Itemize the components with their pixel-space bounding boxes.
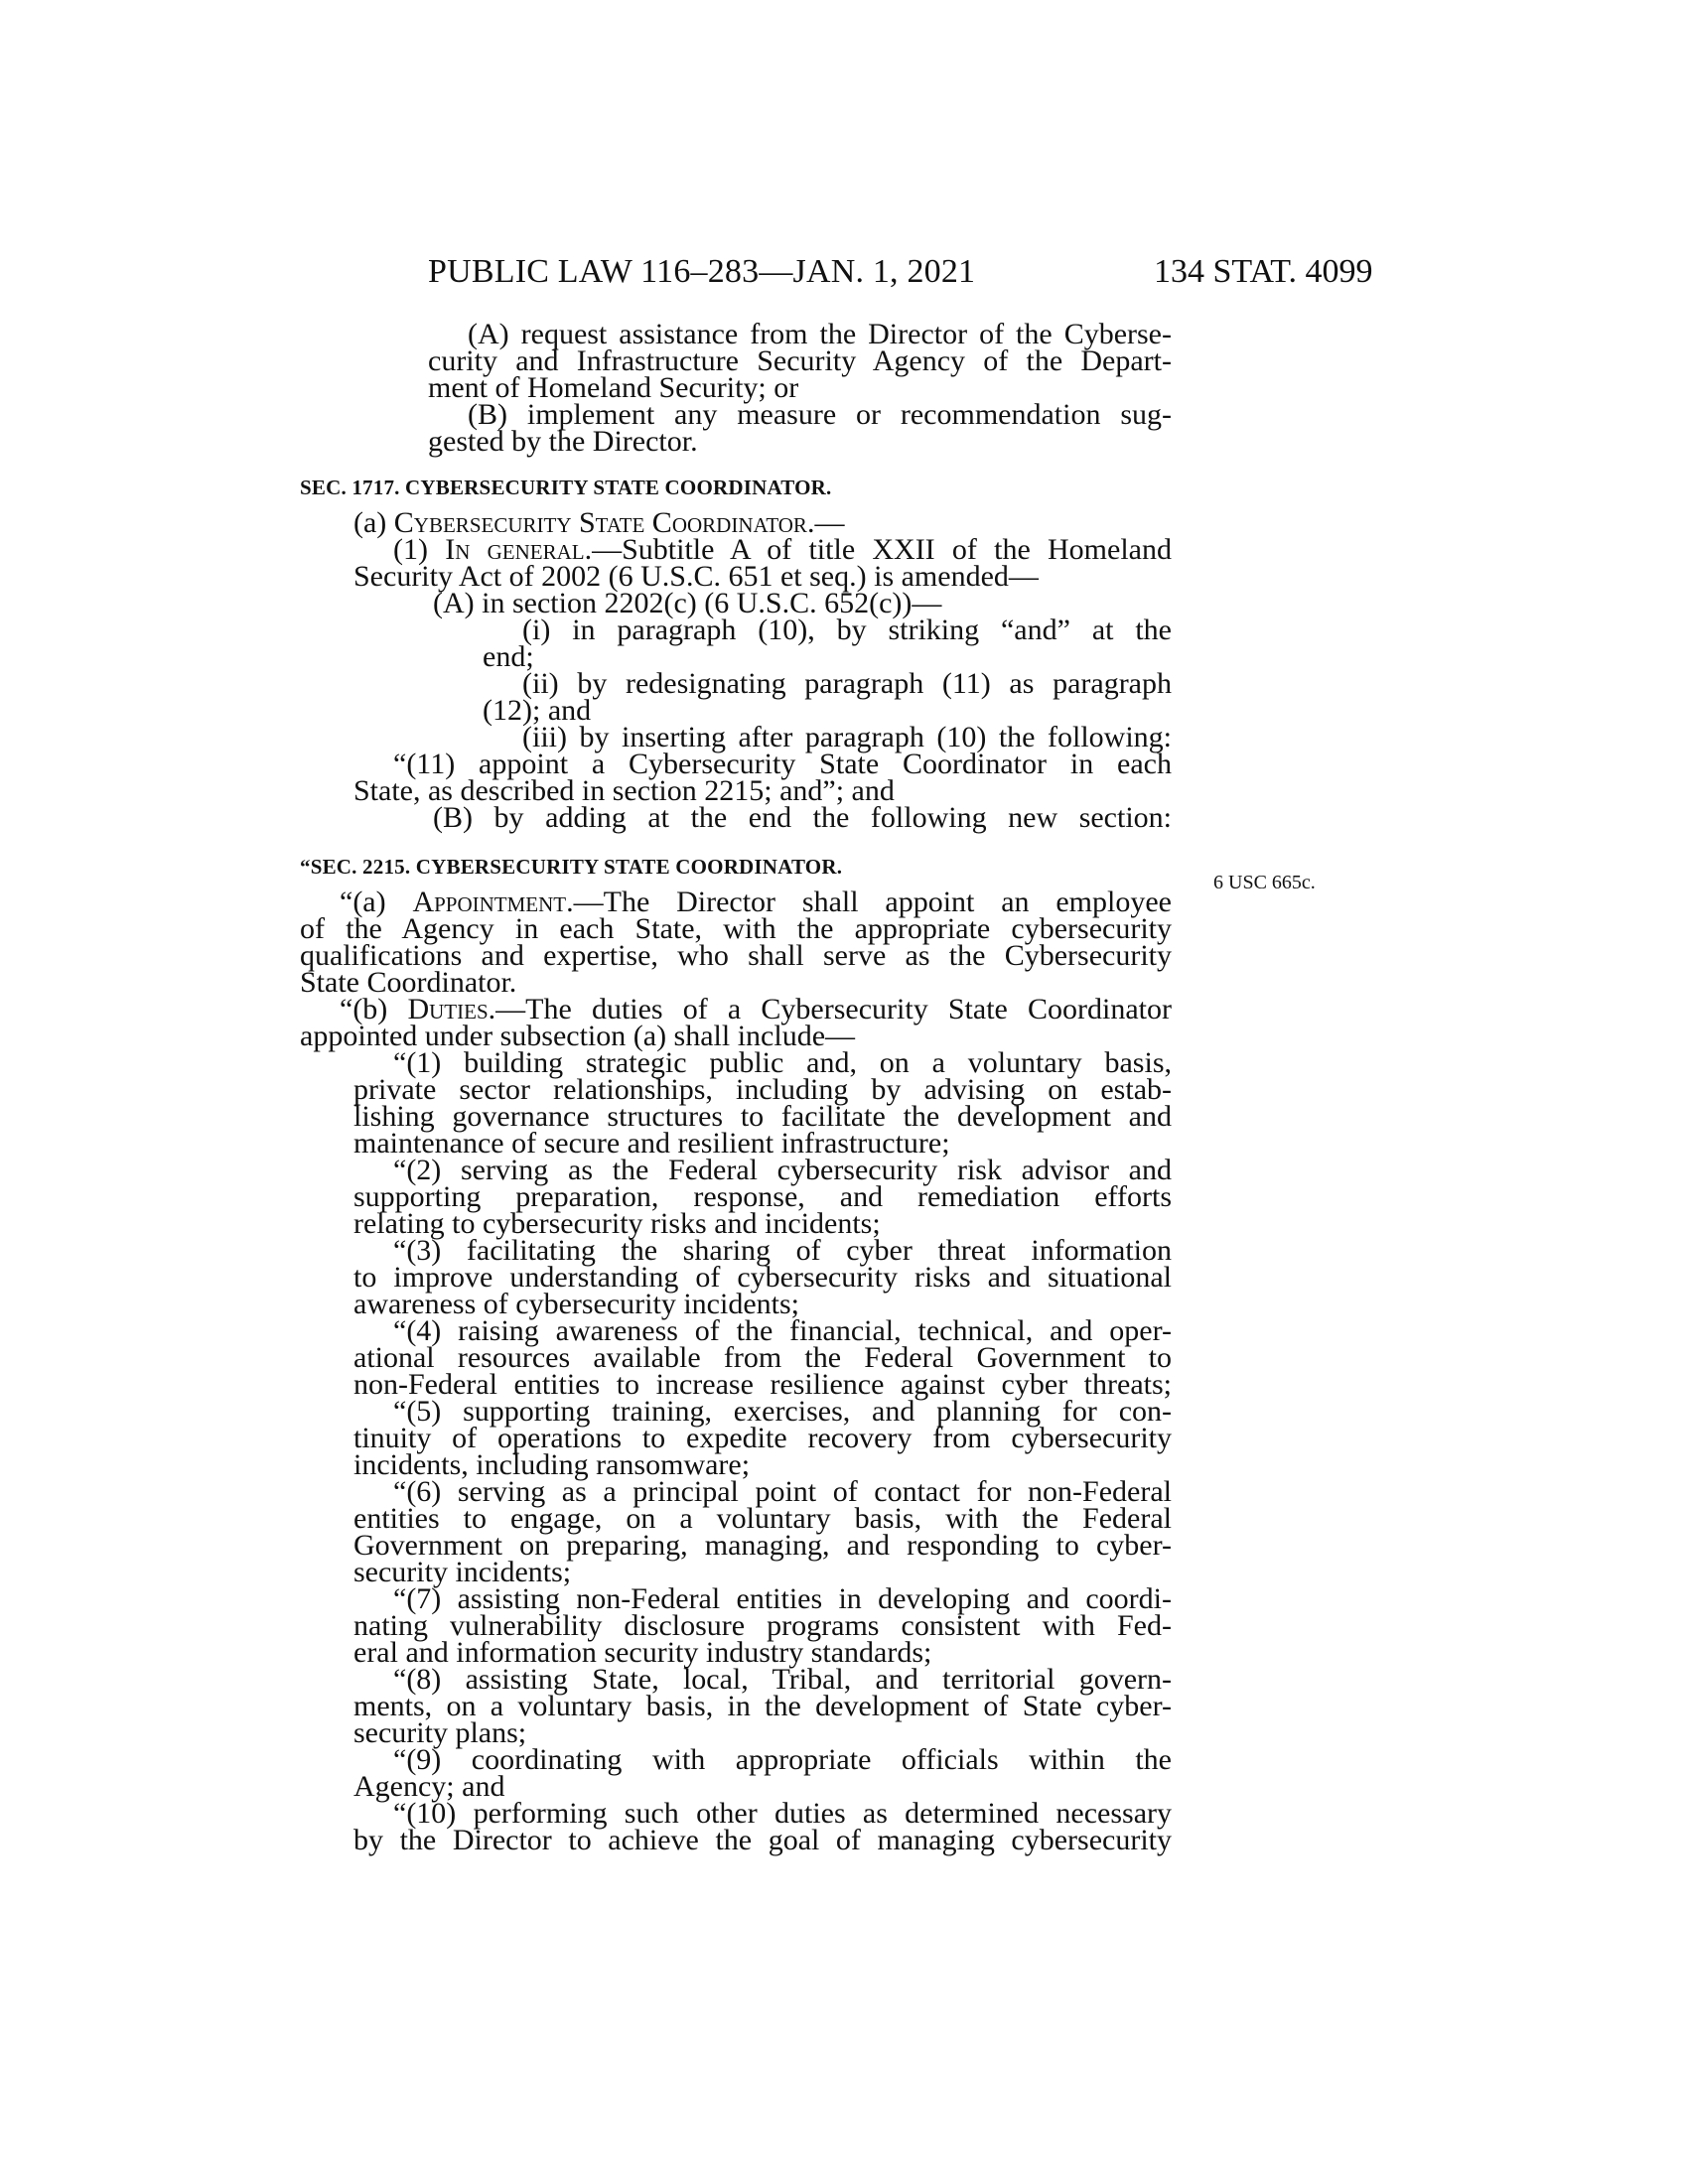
text-line: State Coordinator. bbox=[300, 966, 517, 999]
text-line: eral and information security industry standards; bbox=[353, 1636, 932, 1669]
text-line: “(7) assisting non-Federal entities in developing and coordi- bbox=[393, 1582, 1172, 1615]
text-line: (iii) by inserting after paragraph (10) the following: bbox=[522, 721, 1172, 753]
text-line: relating to cybersecurity risks and incidents; bbox=[353, 1207, 881, 1240]
text-line: “(1) building strategic public and, on a voluntary basis, bbox=[393, 1046, 1172, 1079]
text-line: ments, on a voluntary basis, in the development of State cyber- bbox=[353, 1690, 1172, 1722]
text-line: (B) by adding at the end the following new section: bbox=[433, 801, 1172, 834]
text-line: of the Agency in each State, with the appropriate cybersecurity bbox=[300, 912, 1172, 945]
text-line: Security Act of 2002 (6 U.S.C. 651 et seq.) is amended— bbox=[353, 560, 1039, 593]
text-line: (B) implement any measure or recommendation sug- bbox=[468, 398, 1172, 431]
text-line: Government on preparing, managing, and responding to cyber- bbox=[353, 1529, 1172, 1562]
section-heading-1717: SEC. 1717. CYBERSECURITY STATE COORDINATOR. bbox=[300, 476, 832, 499]
text-line: ment of Homeland Security; or bbox=[428, 371, 799, 404]
text-line: tinuity of operations to expedite recovery from cybersecurity bbox=[353, 1422, 1172, 1454]
text-line: (i) in paragraph (10), by striking “and” at the bbox=[522, 614, 1172, 646]
subsection-a-heading: (a) Cybersecurity State Coordinator.— bbox=[353, 506, 845, 539]
text-line: “(9) coordinating with appropriate officials within the bbox=[393, 1743, 1172, 1776]
text-line: incidents, including ransomware; bbox=[353, 1448, 751, 1481]
text-line: private sector relationships, including by advising on estab- bbox=[353, 1073, 1172, 1106]
running-header-page-number: 134 STAT. 4099 bbox=[1154, 253, 1373, 290]
text-line: security incidents; bbox=[353, 1556, 572, 1588]
text-line: “(3) facilitating the sharing of cyber threat information bbox=[393, 1234, 1172, 1267]
text-line: curity and Infrastructure Security Agency of the Depart- bbox=[428, 344, 1172, 377]
text-line: supporting preparation, response, and remediation efforts bbox=[353, 1180, 1172, 1213]
text-line: maintenance of secure and resilient infrastructure; bbox=[353, 1127, 950, 1160]
subsection-duties: “(b) Duties.—The duties of a Cybersecurity State Coordinator bbox=[340, 993, 1172, 1025]
text-line: qualifications and expertise, who shall serve as the Cybersecurity bbox=[300, 939, 1172, 972]
text-line: nating vulnerability disclosure programs consistent with Fed- bbox=[353, 1609, 1172, 1642]
text-line: “(8) assisting State, local, Tribal, and territorial govern- bbox=[393, 1663, 1172, 1696]
text-line: State, as described in section 2215; and”; and bbox=[353, 774, 895, 807]
text-line: (A) in section 2202(c) (6 U.S.C. 652(c))— bbox=[433, 587, 942, 619]
text-line: ational resources available from the Federal Government to bbox=[353, 1341, 1172, 1374]
text-line: lishing governance structures to facilitate the development and bbox=[353, 1100, 1172, 1133]
section-heading-2215: “SEC. 2215. CYBERSECURITY STATE COORDINATOR. bbox=[300, 855, 843, 879]
subsection-appointment: “(a) Appointment.—The Director shall appoint an employee bbox=[340, 886, 1172, 918]
text-line: “(4) raising awareness of the financial, technical, and oper- bbox=[393, 1314, 1172, 1347]
text-line: (ii) by redesignating paragraph (11) as paragraph bbox=[522, 667, 1172, 700]
running-header-title: PUBLIC LAW 116–283—JAN. 1, 2021 bbox=[428, 253, 976, 290]
text-line: gested by the Director. bbox=[428, 425, 698, 458]
text-line: awareness of cybersecurity incidents; bbox=[353, 1288, 799, 1320]
text-line: Agency; and bbox=[353, 1770, 505, 1803]
text-line: by the Director to achieve the goal of managing cybersecurity bbox=[353, 1824, 1172, 1856]
text-line: security plans; bbox=[353, 1716, 527, 1749]
margin-citation: 6 USC 665c. bbox=[1213, 872, 1316, 893]
text-line: non-Federal entities to increase resilience against cyber threats; bbox=[353, 1368, 1172, 1401]
text-line: (12); and bbox=[483, 694, 592, 727]
text-line: (A) request assistance from the Director of the Cyberse- bbox=[468, 318, 1172, 350]
paragraph-1-heading: (1) In general.—Subtitle A of title XXII of the Homeland bbox=[393, 533, 1172, 566]
text-line: entities to engage, on a voluntary basis, with the Federal bbox=[353, 1502, 1172, 1535]
text-line: “(2) serving as the Federal cybersecurity risk advisor and bbox=[393, 1154, 1172, 1186]
text-line: end; bbox=[483, 640, 534, 673]
text-line: “(5) supporting training, exercises, and planning for con- bbox=[393, 1395, 1172, 1428]
text-line: “(11) appoint a Cybersecurity State Coordinator in each bbox=[393, 748, 1172, 780]
text-line: “(10) performing such other duties as determined necessary bbox=[393, 1797, 1172, 1830]
text-line: “(6) serving as a principal point of contact for non-Federal bbox=[393, 1475, 1172, 1508]
text-line: appointed under subsection (a) shall include— bbox=[300, 1020, 856, 1052]
text-line: to improve understanding of cybersecurity risks and situational bbox=[353, 1261, 1172, 1294]
